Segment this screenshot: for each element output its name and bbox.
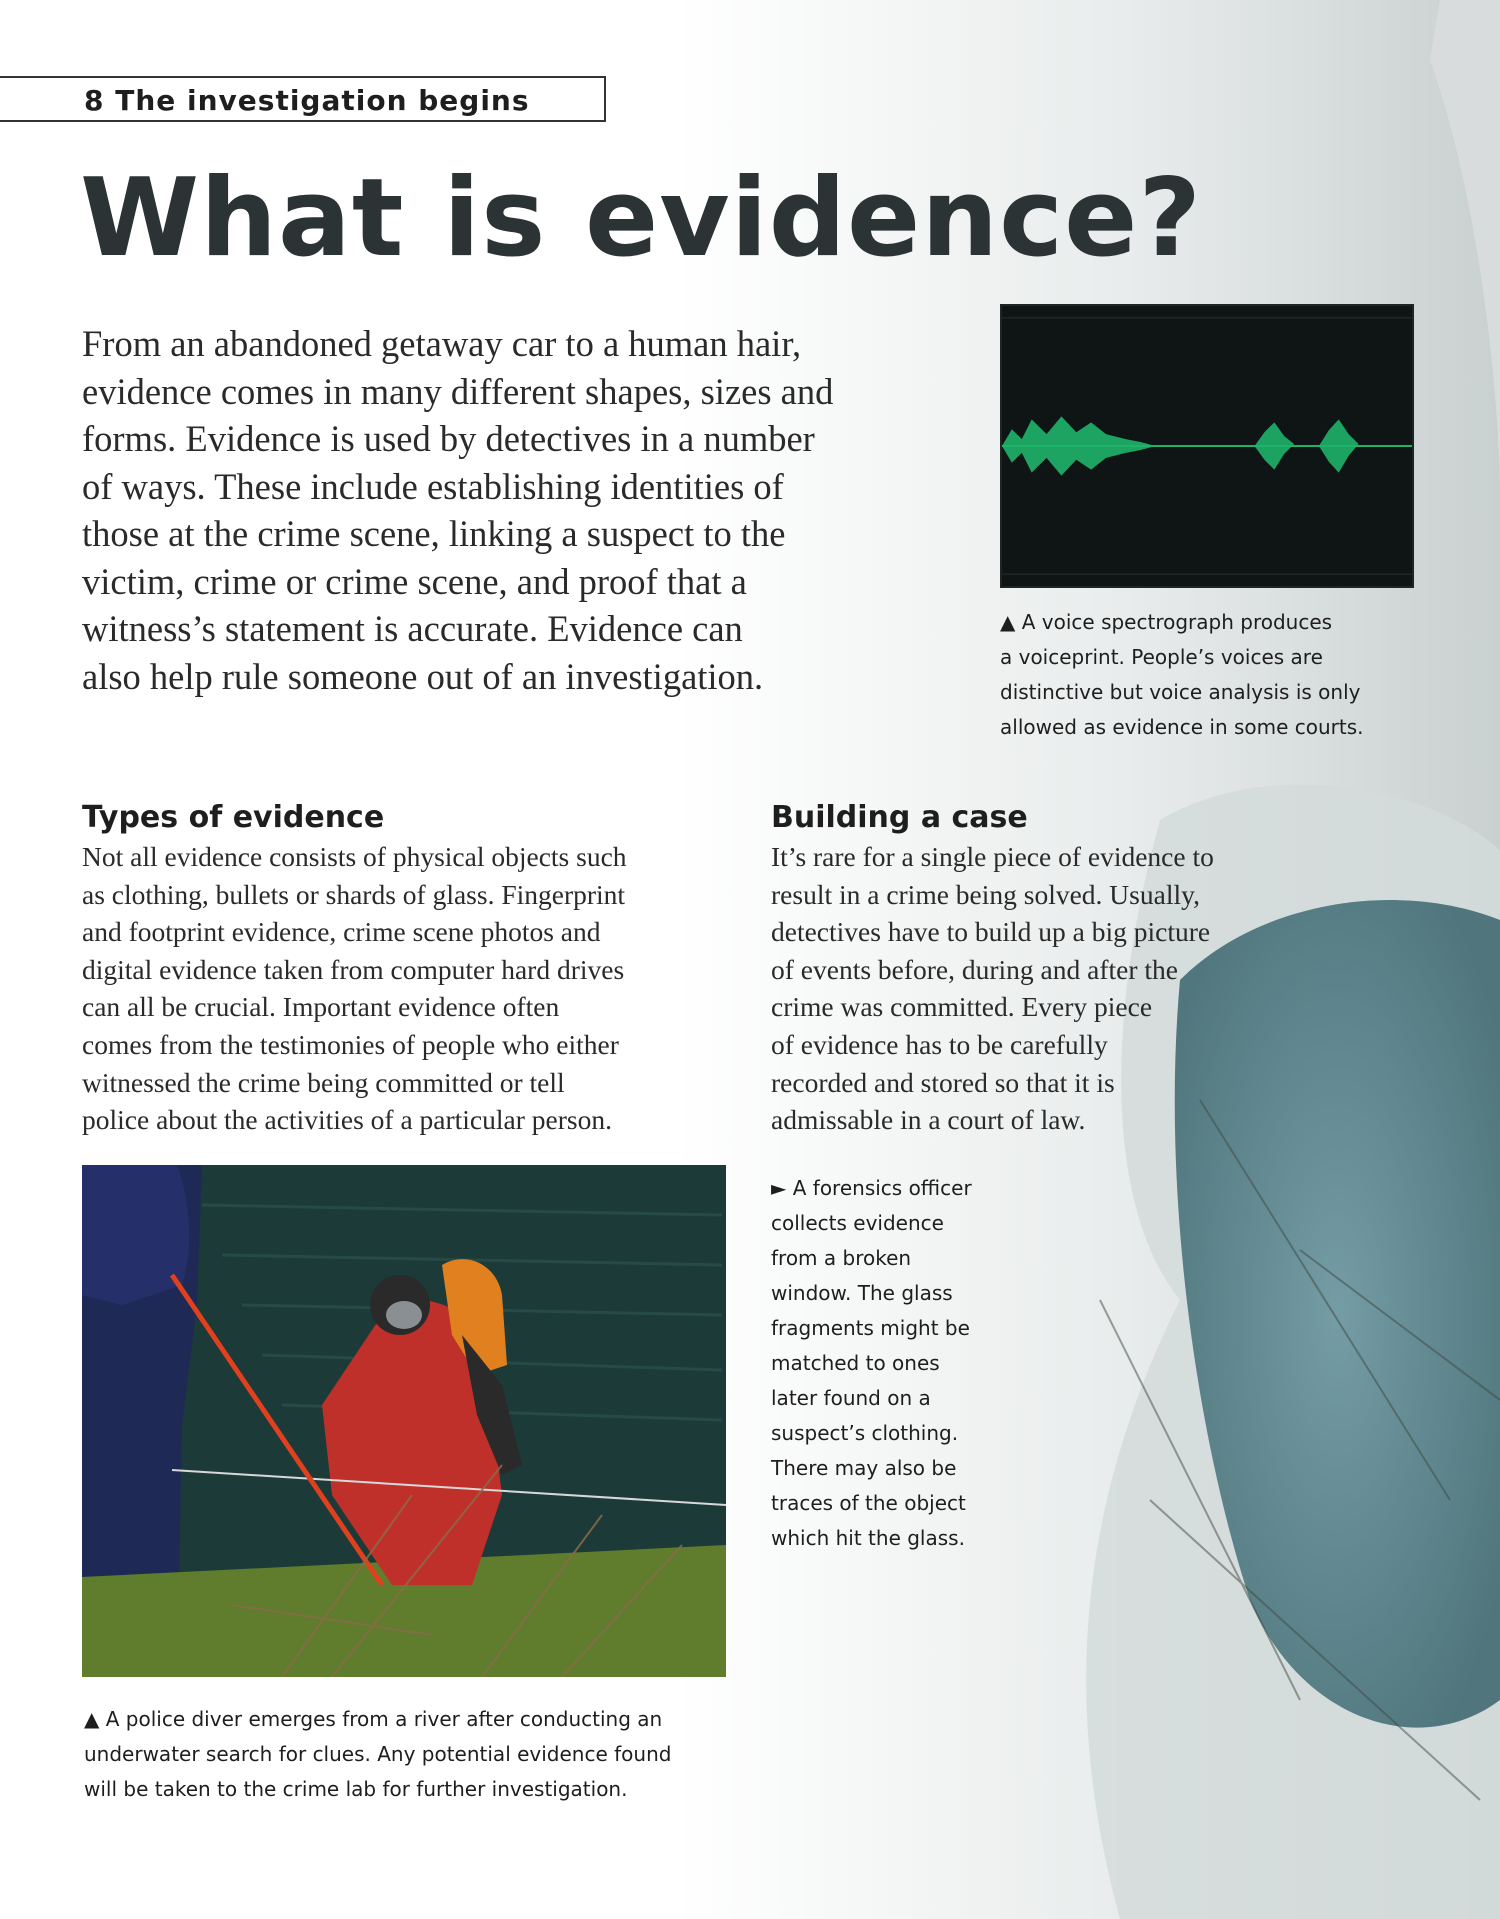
caption-line: from a broken bbox=[771, 1246, 912, 1270]
body-line: witnessed the crime being committed or tell bbox=[82, 1066, 565, 1098]
intro-paragraph bbox=[82, 320, 942, 700]
caption-line: ► A forensics officer bbox=[771, 1176, 972, 1200]
caption-line: underwater search for clues. Any potential evidence found bbox=[84, 1742, 672, 1766]
caption-line: ▲ A police diver emerges from a river after conducting an bbox=[84, 1707, 663, 1731]
intro-line: also help rule someone out of an investigation. bbox=[82, 655, 764, 697]
caption-line: traces of the object bbox=[771, 1491, 966, 1515]
body-line: crime was committed. Every piece bbox=[771, 991, 1153, 1023]
caption-line: There may also be bbox=[771, 1456, 957, 1480]
body-line: digital evidence taken from computer hard drives bbox=[82, 953, 625, 985]
section-label: 8 The investigation begins bbox=[84, 84, 530, 117]
body-line: can all be crucial. Important evidence often bbox=[82, 991, 560, 1023]
caption-line: distinctive but voice analysis is only bbox=[1000, 680, 1361, 704]
body-line: as clothing, bullets or shards of glass. Fingerprint bbox=[82, 878, 626, 910]
caption-line: fragments might be bbox=[771, 1316, 970, 1340]
body-line: Not all evidence consists of physical objects such bbox=[82, 841, 627, 872]
caption-line: suspect’s clothing. bbox=[771, 1421, 959, 1445]
body-line: of events before, during and after the bbox=[771, 953, 1178, 985]
intro-line: victim, crime or crime scene, and proof that a bbox=[82, 560, 747, 602]
caption-line: allowed as evidence in some courts. bbox=[1000, 715, 1364, 739]
intro-line: those at the crime scene, linking a suspect to the bbox=[82, 513, 786, 554]
page-title: What is evidence? bbox=[80, 156, 1203, 281]
intro-line: From an abandoned getaway car to a human hair, bbox=[82, 323, 802, 364]
body-line: recorded and stored so that it is bbox=[771, 1066, 1115, 1098]
intro-line: evidence comes in many different shapes, sizes and bbox=[82, 370, 834, 412]
types-of-evidence-body bbox=[82, 838, 742, 1139]
caption-line: a voiceprint. People’s voices are bbox=[1000, 645, 1323, 669]
intro-line: witness’s statement is accurate. Evidence can bbox=[82, 608, 743, 649]
caption-line: matched to ones bbox=[771, 1351, 940, 1375]
types-of-evidence-heading: Types of evidence bbox=[82, 800, 385, 835]
intro-line: of ways. These include establishing identities of bbox=[82, 465, 784, 507]
caption-line: window. The glass bbox=[771, 1281, 953, 1305]
body-line: of evidence has to be carefully bbox=[771, 1028, 1108, 1060]
body-line: result in a crime being solved. Usually, bbox=[771, 878, 1200, 910]
caption-line: will be taken to the crime lab for further investigation. bbox=[84, 1777, 628, 1801]
body-line: comes from the testimonies of people who either bbox=[82, 1028, 619, 1060]
caption-line: later found on a bbox=[771, 1386, 931, 1410]
body-line: It’s rare for a single piece of evidence to bbox=[771, 841, 1214, 872]
building-a-case-heading: Building a case bbox=[771, 800, 1028, 835]
voice-spectrograph-image bbox=[1000, 304, 1414, 588]
police-diver-photo bbox=[82, 1165, 726, 1677]
spectrograph-caption bbox=[1000, 605, 1410, 745]
intro-line: forms. Evidence is used by detectives in a number bbox=[82, 418, 815, 459]
building-a-case-body bbox=[771, 838, 1301, 1139]
body-line: detectives have to build up a big picture bbox=[771, 916, 1211, 948]
diver-caption bbox=[84, 1702, 724, 1807]
window-evidence-caption bbox=[771, 1171, 1011, 1556]
body-line: and footprint evidence, crime scene photos and bbox=[82, 916, 601, 948]
body-line: police about the activities of a particular person. bbox=[82, 1104, 612, 1136]
caption-line: ▲ A voice spectrograph produces bbox=[1000, 610, 1333, 634]
caption-line: which hit the glass. bbox=[771, 1526, 965, 1550]
body-line: admissable in a court of law. bbox=[771, 1104, 1086, 1136]
caption-line: collects evidence bbox=[771, 1211, 944, 1235]
